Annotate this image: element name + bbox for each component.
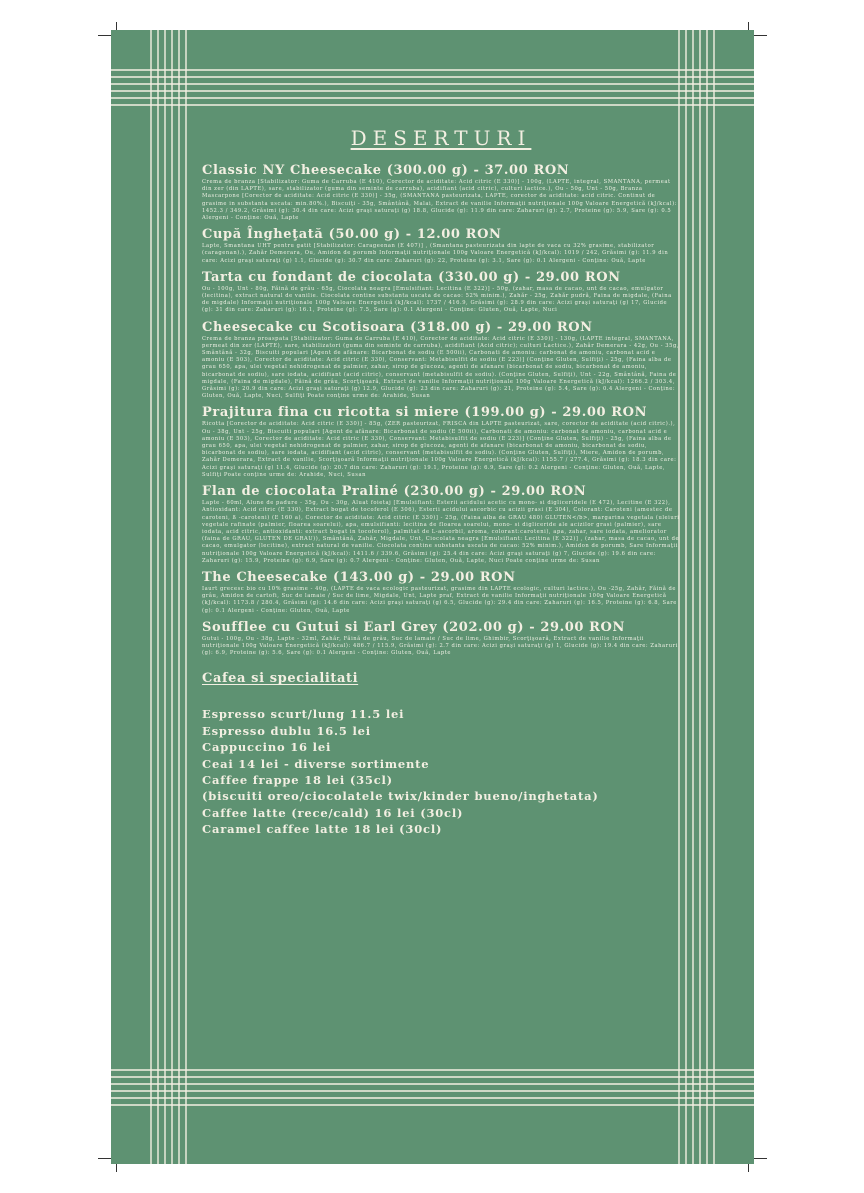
crop-mark	[98, 1158, 112, 1159]
item-title: Tarta cu fondant de ciocolata (330.00 g) - 29.00 RON	[202, 269, 621, 285]
item-description: Lapte, Smantana UHT pentru gatit [Stabilizator: Carageenan (E 407)] , (Smantana pasteurizata din lapte de vaca cu 32% grasime, stabilizator (caragenan).), Zahăr Demerara, Ou, Amidon de porumb Informaţii nutriţionale 100g Valoare Energetică (kJ/kcal): 1019 / 242, Grăsimi (g): 11.9 din care: Acizi graşi saturaţi (g) 1.1, Glucide (g): 30.7 din care: Zaharuri (g): 22, Proteine (g): 3.1, Sare (g): 0.1 Alergeni - Conţine: Ouă, Lapte	[202, 243, 669, 264]
item-description: Crema de branza proaspata [Stabilizator: Guma de Carruba (E 410), Corector de aciditate: Acid citric (E 330)] - 130g, (LAPTE integral, SMANTANA, permeat din zer (LAPTE), sare, stabilizatori (guma din seminte de carruba), acidifiant (Acid citric); culturi Lactice.), Zahăr Demerara - 42g, Ou - 35g, Smântână - 32g, Biscuiti populari [Agent de afânare: Bicarbonat de sodiu (E 500ii), Carbonati de amoniu: carbonat de amoniu, carbonat acid e amoniu (E 503), Corector de aciditate: Acid citric (E 330), Conservant: Metabisulfit de sodiu (E 223)] (Conţine Gluten, Sulfiţi) - 25g, (Faina alba de grau 650, apa, ulei vegetal nehidrogenat de palmier, zahar, sirop de glucoza, agenti de afanare (bicarbonat de sodiu, bicarbonat de amoniu, bicarbonat de sodiu), sare iodata, acidifiant (acid citric), conservant (metabisulfit de sodiu). (Conţine Gluten, Sulfiţi), Unt - 22g, Smântână, Faina de migdale, (Faina de migdale), Făină de grâu, Scorţişoară, Extract de vanilie Informaţii nutriţionale 100g Valoare Energetică (kJ/kcal): 1266.2 / 303.4, Grăsimi (g): 20.9 din care: Acizi graşi saturaţi (g) 12.9, Glucide (g): 23 din care: Zaharuri (g): 21, Proteine (g): 5.4, Sare (g): 0.4 Alergeni - Conţine: Gluten, Ouă, Lapte, Nuci, Sulfiţi Poate conţine urme de: Arahide, Susan	[202, 335, 680, 400]
menu-item	[202, 621, 680, 658]
item-title: Cupă Îngheţată (50.00 g) - 12.00 RON	[202, 227, 502, 243]
menu-item	[202, 406, 680, 479]
menu-item	[202, 321, 680, 401]
item-description: Gutui - 100g, Ou - 38g, Lapte - 32ml, Zahăr, Făină de grâu, Suc de lamaie / Suc de lime, Ghimbir, Scorţişoară, Extract de vanilie Informaţii nutriţionale 100g Valoare Energetică (kJ/kcal): 486.7 / 115.9, Grăsimi (g): 2.7 din care: Acizi graşi saturaţi (g) 1, Glucide (g): 19.4 din care: Zaharuri (g): 6.9, Proteine (g): 5.6, Sare (g): 0.1 Alergeni - Conţine: Gluten, Ouă, Lapte	[202, 635, 678, 657]
item-title: Flan de ciocolata Praliné (230.00 g) - 29.00 RON	[202, 484, 587, 500]
menu-item	[202, 271, 680, 315]
coffee-list	[202, 706, 680, 837]
crop-mark	[753, 1158, 767, 1159]
item-description: Ricotta [Corector de aciditate: Acid citric (E 330)] - 85g, (ZER pasteurizat, FRISCA din LAPTE pasteurizat, sare, corector de aciditate (acid citric).), Ou - 38g, Unt - 25g, Biscuiti populari [Agent de afânare: Bicarbonat de sodiu (E 500ii), Carbonati de amoniu: carbonat de amoniu, carbonat acid e amoniu (E 503), Corector de aciditate: Acid citric (E 330), Conservant: Metabisulfit de sodiu (E 223)] (Conţine Gluten, Sulfiţi) - 25g, (Faina alba de grau 650, apa, ulei vegetal nehidrogenat de palmier, zahar, sirop de glucoza, agenti de afanare (bicarbonat de amoniu, bicarbonat de sodiu, bicarbonat de sodiu), sare iodata, acidifiant (acid citric), conservant (metabisulfit de sodiu). (Conţine Gluten, Sulfiţi), Miere, Amidon de porumb, Zahăr Demerara, Extract de vanilie, Scorţişoară Informaţii nutriţionale 100g Valoare Energetică (kJ/kcal): 1155.7 / 277.4, Grăsimi (g): 18.3 din care: Acizi graşi saturaţi (g) 11.4, Glucide (g): 20.7 din care: Zaharuri (g): 19.1, Proteine (g): 6.9, Sare (g): 0.2 Alergeni - Conţine: Gluten, Ouă, Lapte, Sulfiţi Poate conţine urme de: Arahide, Nuci, Susan	[202, 421, 677, 478]
item-description: Iaurt grecesc bio cu 10% grasime - 40g, (LAPTE de vaca ecologic pasteurizat, grasime din LAPTE ecologic, culturi lactice.), Ou -25g, Zahăr, Făină de grâu, Amidon de cartofi, Suc de lamaie / Suc de lime, Migdale, Unt, Lapte praf, Extract de vanilie Informaţii nutriţionale 100g Valoare Energetică (kJ/kcal): 1173.8 / 280.4, Grăsimi (g): 14.6 din care: Acizi graşi saturaţi (g) 6.5, Glucide (g): 29.4 din care: Zaharuri (g): 16.5, Proteine (g): 6.8, Sare (g): 0.1 Alergeni - Conţine: Gluten, Ouă, Lapte	[202, 585, 677, 614]
crop-mark	[753, 35, 767, 36]
menu-item	[202, 571, 680, 615]
coffee-section-title: Cafea si specialitati	[202, 671, 359, 687]
item-title: Soufflee cu Gutui si Earl Grey (202.00 g) - 29.00 RON	[202, 619, 625, 635]
menu-content	[202, 126, 680, 838]
coffee-item: Ceai 14 lei - diverse sortimente	[202, 756, 430, 771]
coffee-item: Cappuccino 16 lei	[202, 740, 332, 755]
coffee-item: Caffee latte (rece/cald) 16 lei (30cl)	[202, 805, 464, 820]
menu-item	[202, 164, 680, 222]
item-title: Prajitura fina cu ricotta si miere (199.00 g) - 29.00 RON	[202, 405, 648, 421]
menu-item	[202, 485, 680, 565]
item-title: Classic NY Cheesecake (300.00 g) - 37.00 RON	[202, 163, 570, 178]
crop-mark	[98, 35, 112, 36]
item-description: Crema de branza [Stabilizator: Guma de Carruba (E 410), Corector de aciditate: Acid citric (E 330)] - 100g, (LAPTE, integral, SMANTANA, permeat din zer (din LAPTE), sare, stabilizator (guma din seminte de carruba), acidifiant (acid citric), culturi lactice.), Ou - 50g, Unt - 50g, Branza Mascarpone [Corector de aciditate: Acid citric (E 330)] - 35g, (SMANTANA pasteurizata, LAPTE, corector de aciditate: acid citric. Continut de grasime in substanta uscata: min.80%.), Biscuiţi - 35g, Smântână, Malai, Extract de vanilie Informaţii nutriţionale 100g Valoare Energetică (kJ/kcal): 1452.3 / 349.2, Grăsimi (g): 30.4 din care: Acizi graşi saturaţi (g) 18.8, Glucide (g): 11.9 din care: Zaharuri (g): 2.7, Proteine (g): 5.9, Sare (g): 0.5 Alergeni - Conţine: Ouă, Lapte	[202, 179, 677, 222]
menu-item	[202, 228, 680, 265]
item-title: The Cheesecake (143.00 g) - 29.00 RON	[202, 569, 516, 585]
item-title: Cheesecake cu Scotisoara (318.00 g) - 29.00 RON	[202, 319, 593, 335]
item-description: Lapte - 60ml, Alune de padure - 35g, Ou - 30g, Aluat foietaj [Emulsifiant: Esterii acidului acetic cu mono- si digliceridele (E 472), Lecitine (E 322), Antioxidant: Acid citric (E 330), Extract bogat de tocoferol (E 306), Esterii acidului ascorbic cu acizii grasi (E 304), Colorant: Caroteni (amestec de caroteni, ß -caroteni) (E 160 a), Corector de aciditate: Acid citric (E 330)] - 25g, (Faina alba de GRAU 480) GLUTEN</b>, margarina vegetala (uleiuri vegetale rafinate (palmier, floarea soarelui), apa, emulsifianti: lecitina de floarea soarelui, mono- si digliceride ale acizilor grasi (palmier), sare iodata, acid citric, antioxidanti: extract bogat in tocoferol), palmitat de L-ascorbil, aroma, colorant:caroteni), apa, zahar, sare iodata, ameliorator (faina de GRAU, GLUTEN DE GRAU)), Smântână, Zahăr, Migdale, Unt, Ciocolata neagra [Emulsifiant: Lecitina (E 322)] , (zahar, masa de cacao, unt de cacao, emulgator (lecitine), extract natural de vanilie. Ciocolata contine substanta uscata de cacao: 52% minim.), Amidon de porumb, Sare Informaţii nutriţionale 100g Valoare Energetică (kJ/kcal): 1411.6 / 339.6, Grăsimi (g): 25.4 din care: Acizi graşi saturaţi (g) 7, Glucide (g): 19.6 din care: Zaharuri (g): 15.9, Proteine (g): 6.9, Sare (g): 0.7 Alergeni - Conţine: Gluten, Ouă, Lapte, Nuci Poate conţine urme de: Susan	[202, 500, 680, 564]
menu-page	[111, 30, 754, 1164]
item-description: Ou - 100g, Unt - 80g, Făină de grâu - 65g, Ciocolata neagra [Emulsifiant: Lecitina (E 322)] - 50g, (zahar, masa de cacao, unt de cacao, emulgator (lecitina), extract natural de vanilie. Ciocolata contine substanta uscata de cacao: 52% minim.), Zahăr - 25g, Zahăr pudră, Faina de migdale, (Faina de migdale) Informaţii nutriţionale 100g Valoare Energetică (kJ/kcal): 1737 / 416.9, Grăsimi (g): 28.9 din care: Acizi graşi saturaţi (g) 17, Glucide (g): 31 din care: Zaharuri (g): 16.1, Proteine (g): 7.5, Sare (g): 0.1 Alergeni - Conţine: Gluten, Ouă, Lapte, Nuci	[202, 285, 672, 314]
coffee-item: Espresso scurt/lung 11.5 lei	[202, 707, 405, 722]
page-title: DESERTURI	[350, 126, 532, 150]
coffee-item: Espresso dublu 16.5 lei	[202, 723, 371, 738]
dessert-list	[202, 164, 680, 657]
coffee-item: Caffee frappe 18 lei (35cl)	[202, 772, 393, 787]
coffee-item: (biscuiti oreo/ciocolatele twix/kinder bueno/inghetata)	[202, 789, 599, 804]
coffee-item: Caramel caffee latte 18 lei (30cl)	[202, 822, 443, 837]
